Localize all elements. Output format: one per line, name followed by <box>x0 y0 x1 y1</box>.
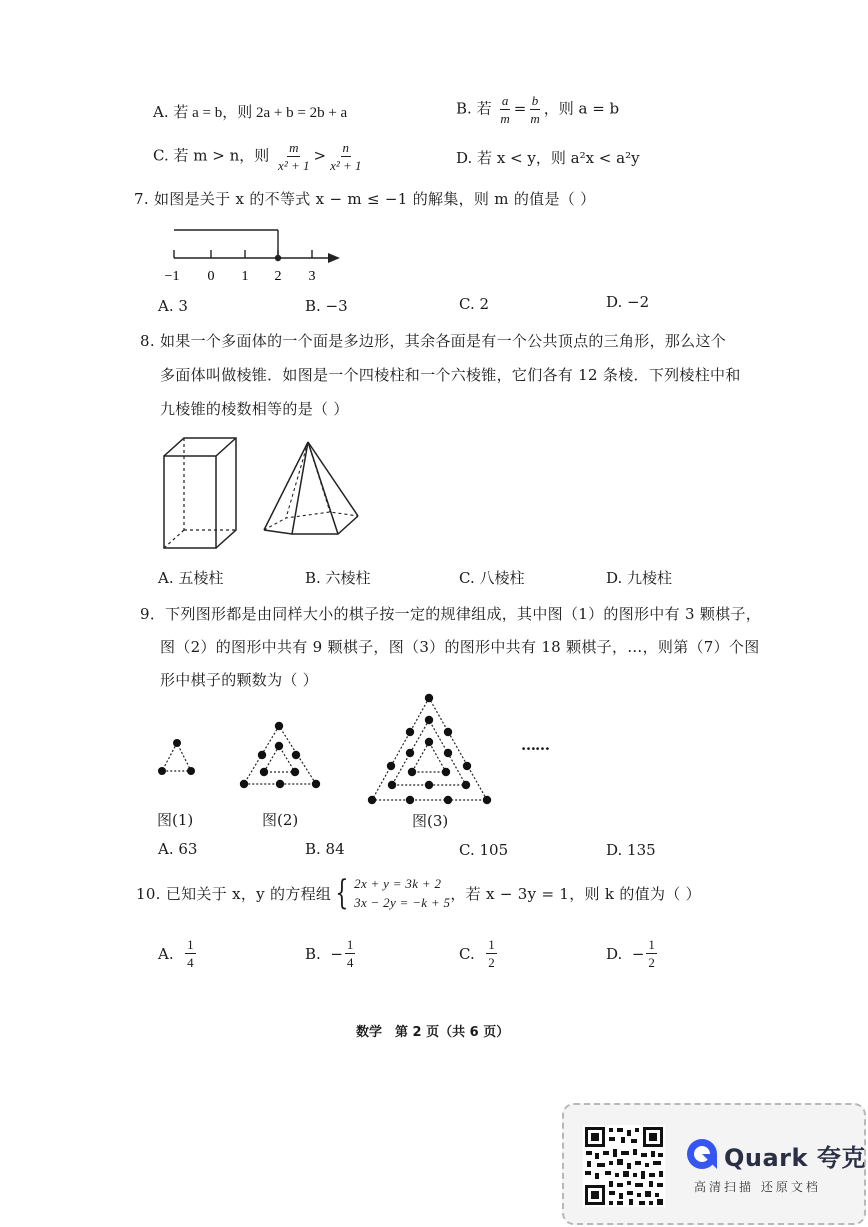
q10-option-a-fraction: $\frac{1}{4}$ <box>187 937 194 970</box>
q10-option-c <box>459 938 499 969</box>
quark-subtitle: 高清扫描 还原文档 <box>694 1180 821 1194</box>
q9-line-3: 形中棋子的颗数为（ ） <box>160 671 319 689</box>
q9-option-b: B. 84 <box>305 840 345 858</box>
q6-option-a <box>153 101 347 122</box>
q10-option-c-fraction: $\frac{1}{2}$ <box>488 937 495 970</box>
q7-tick-label: 2 <box>274 269 282 284</box>
q7-tick-label: 3 <box>308 269 316 284</box>
q7-option-b: B. −3 <box>305 297 348 315</box>
q10-option-b <box>305 938 357 969</box>
q6-option-b-fraction-2: $\frac{b}{m}$ <box>530 93 540 126</box>
q8-option-c: C. 八棱柱 <box>459 569 525 587</box>
q8-option-a: A. 五棱柱 <box>158 569 224 587</box>
q10-option-c-label: C. <box>459 944 475 963</box>
q7-option-a: A. 3 <box>158 297 188 315</box>
qr-code-icon <box>583 1125 665 1207</box>
q6-option-d-text: 若 x < y，则 a²x < a²y <box>477 149 640 167</box>
q10-equation-1: 2x + y = 3k + 2 <box>354 876 442 891</box>
q10-option-d <box>606 938 659 969</box>
q9-option-a: A. 63 <box>158 840 198 858</box>
q6-option-b: B. 若 $\frac{a}{m}$ = $\frac{b}{m}$ ，则 a = b <box>456 93 620 126</box>
q10-equation-2: 3x − 2y = −k + 5 <box>354 895 451 910</box>
q9-figure-label-2: 图(2) <box>262 811 299 829</box>
q6-option-b-pre: 若 <box>476 99 492 118</box>
q8-line-1: 8. 如果一个多面体的一个面是多边形，其余各面是有一个公共顶点的三角形，那么这个 <box>140 332 727 350</box>
q10-option-b-sign: − <box>330 944 343 963</box>
q8-prism-figure <box>156 430 246 554</box>
q10-option-b-fraction: $\frac{1}{4}$ <box>346 937 354 970</box>
q9-option-d: D. 135 <box>606 841 656 859</box>
q9-line-2: 图（2）的图形中共有 9 颗棋子，图（3）的图形中共有 18 颗棋子，…，则第（7）个图 <box>160 638 760 656</box>
q8-line-3: 九棱锥的棱数相等的是（ ） <box>160 400 349 418</box>
q7-option-c: C. 2 <box>459 295 490 313</box>
q10-option-d-label: D. <box>606 944 623 963</box>
q8-option-d: D. 九棱柱 <box>606 569 673 587</box>
q10-option-a-label: A. <box>158 944 174 963</box>
q7-stem: 7. 如图是关于 x 的不等式 x − m ≤ −1 的解集，则 m 的值是（ ） <box>134 190 596 208</box>
q7-tick-label: −1 <box>164 269 180 284</box>
q10-option-b-label: B. <box>305 944 321 963</box>
q9-pattern-2 <box>236 716 326 792</box>
q7-tick-label: 1 <box>241 269 249 284</box>
quark-logo-icon <box>686 1138 718 1170</box>
q6-option-d-label: D. <box>456 149 473 167</box>
q7-tick-label: 0 <box>207 269 215 284</box>
quark-brand-name: Quark 夸克 <box>724 1144 866 1172</box>
q6-option-b-fraction-1: $\frac{a}{m}$ <box>500 93 510 126</box>
q6-option-c-fraction-2: $\frac{n}{\text{x² + 1}}$ <box>330 140 362 173</box>
q10-option-a <box>158 938 198 969</box>
left-brace-icon: { <box>335 873 349 913</box>
q9-figure-label-1: 图(1) <box>157 811 194 829</box>
q9-line-1: 9．下列图形都是由同样大小的棋子按一定的规律组成，其中图（1）的图形中有 3 颗棋子， <box>140 605 762 623</box>
q6-option-a-text: 若 a = b，则 2a + b = 2b + a <box>173 105 348 121</box>
q10-stem <box>136 874 701 912</box>
q6-option-c-fraction-1: $\frac{m}{\text{x² + 1}}$ <box>278 140 310 173</box>
q10-equation-system <box>331 874 450 912</box>
q6-option-c-label: C. <box>153 146 169 165</box>
q9-option-c: C. 105 <box>459 841 509 859</box>
q6-option-c-pre: 若 m > n，则 <box>173 146 270 165</box>
page-footer: 数学 第 2 页（共 6 页） <box>356 1025 510 1040</box>
q9-pattern-1 <box>155 736 199 778</box>
q6-option-c: C. 若 m > n，则 $\frac{m}{\text{x² + 1}}$ > $\frac{n}{\text{x² + 1}}$ <box>153 140 362 173</box>
q10-option-d-sign: − <box>631 944 645 963</box>
q6-option-b-post: ，则 a = b <box>543 99 620 118</box>
q8-line-2: 多面体叫做棱锥．如图是一个四棱柱和一个六棱锥，它们各有 12 条棱．下列棱柱中和 <box>160 366 741 384</box>
q10-stem-pre: 10. 已知关于 x，y 的方程组 <box>136 884 332 903</box>
q10-stem-post: ，若 x − 3y = 1，则 k 的值为（ ） <box>450 884 701 903</box>
q9-figure-label-3: 图(3) <box>412 812 449 830</box>
q7-option-d: D. −2 <box>606 293 650 311</box>
q7-number-line <box>150 218 350 288</box>
q8-option-b: B. 六棱柱 <box>305 569 371 587</box>
q9-ellipsis: …… <box>521 736 549 754</box>
q9-pattern-3 <box>362 690 496 812</box>
q6-option-a-label: A. <box>153 103 169 121</box>
q8-pyramid-figure <box>258 436 364 538</box>
q6-option-d <box>456 147 640 168</box>
q10-option-d-fraction: $\frac{1}{2}$ <box>648 937 655 970</box>
q6-option-b-label: B. <box>456 99 472 118</box>
